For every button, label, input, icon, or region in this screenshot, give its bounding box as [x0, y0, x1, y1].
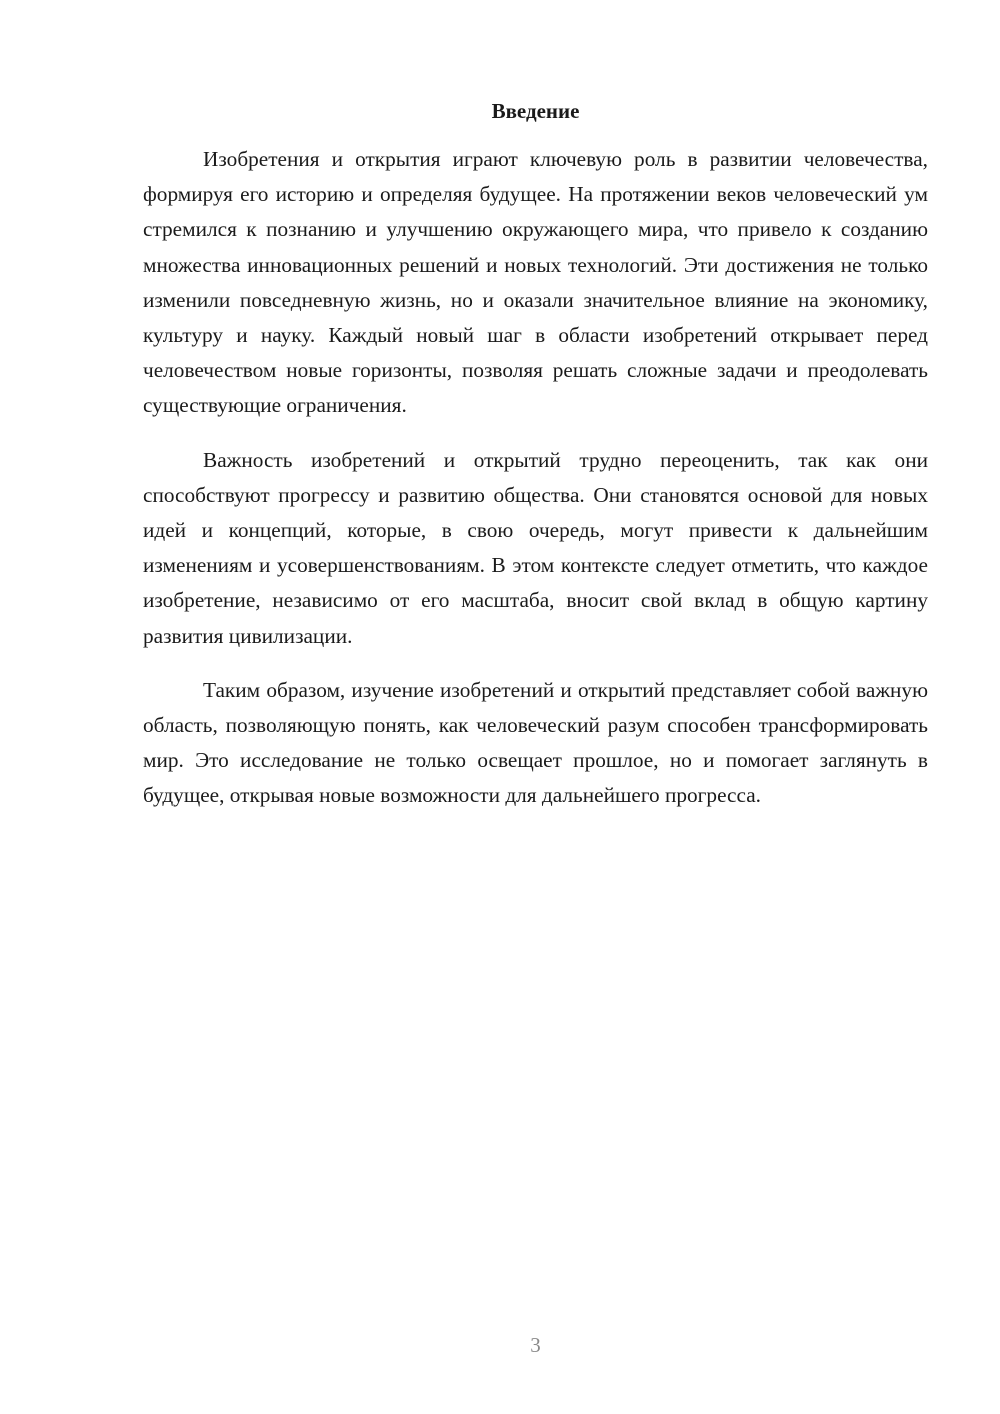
paragraph-2: Важность изобретений и открытий трудно переоценить, так как они способствуют прогрессу и развитию общества. Они становятся основой для новых идей и концепций, которые, в свою очередь, могут привести к дальнейшим изменениям и усовершенствованиям. В этом контексте следует отметить, что каждое изобретение, независимо от его масштаба, вносит свой вклад в общую картину развития цивилизации. — [143, 447, 928, 648]
page-number: 3 — [530, 1333, 541, 1357]
paragraph-1: Изобретения и открытия играют ключевую роль в развитии человечества, формируя его историю и определяя будущее. На протяжении веков человеческий ум стремился к познанию и улучшению окружающего мира, что привело к созданию множества инновационных решений и новых технологий. Эти достижения не только изменили повседневную жизнь, но и оказали значительное влияние на экономику, культуру и науку. Каждый новый шаг в области изобретений открывает перед человечеством новые горизонты, позволяя решать сложные задачи и преодолевать существующие ограничения. — [143, 147, 928, 418]
paragraph-3: Таким образом, изучение изобретений и открытий представляет собой важную область, позволяющую понять, как человеческий разум способен трансформировать мир. Это исследование не только освещает прошлое, но и помогает заглянуть в будущее, открывая новые возможности для дальнейшего прогресса. — [143, 677, 928, 808]
body-text — [143, 142, 928, 833]
section-heading: Введение — [491, 99, 580, 123]
